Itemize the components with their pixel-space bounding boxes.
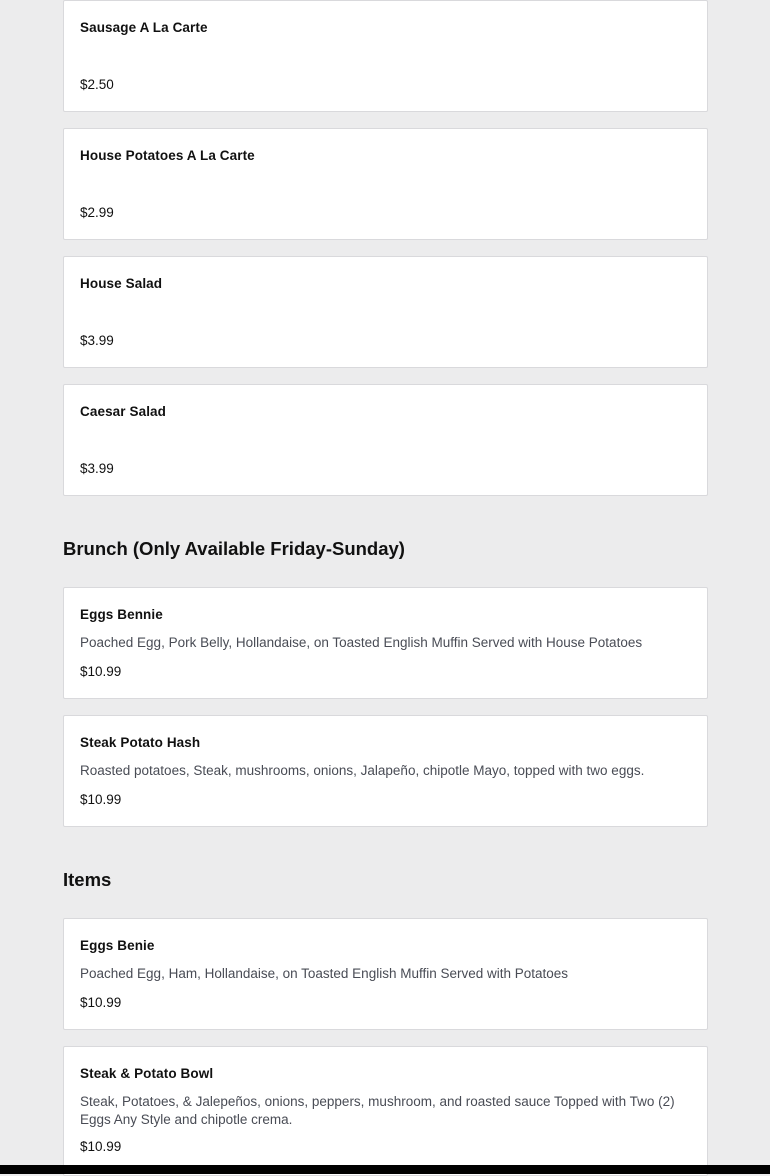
item-price: $2.50 bbox=[80, 77, 114, 92]
section-title-brunch: Brunch (Only Available Friday-Sunday) bbox=[63, 538, 405, 559]
item-description: Steak, Potatoes, & Jalepeños, onions, peppers, mushroom, and roasted sauce Topped with Two (2) Eggs Any Style and chipotle crema. bbox=[80, 1094, 675, 1127]
menu-item-card[interactable] bbox=[63, 384, 708, 496]
menu-item-card[interactable] bbox=[63, 918, 708, 1030]
item-name: House Salad bbox=[80, 276, 163, 291]
item-name: Eggs Benie bbox=[80, 938, 155, 953]
item-name: Caesar Salad bbox=[80, 404, 167, 419]
item-description: Poached Egg, Ham, Hollandaise, on Toasted English Muffin Served with Potatoes bbox=[80, 966, 569, 981]
item-price: $10.99 bbox=[80, 664, 122, 679]
item-price: $10.99 bbox=[80, 995, 122, 1010]
item-name: Steak & Potato Bowl bbox=[80, 1066, 214, 1081]
item-price: $10.99 bbox=[80, 1139, 122, 1154]
menu-item-card[interactable] bbox=[63, 1046, 708, 1176]
item-price: $3.99 bbox=[80, 333, 114, 348]
item-name: Sausage A La Carte bbox=[80, 20, 208, 35]
item-price: $2.99 bbox=[80, 205, 114, 220]
section-title-items: Items bbox=[63, 869, 112, 890]
item-name: Steak Potato Hash bbox=[80, 735, 201, 750]
menu-item-card[interactable] bbox=[63, 128, 708, 240]
item-description: Roasted potatoes, Steak, mushrooms, onions, Jalapeño, chipotle Mayo, topped with two eggs. bbox=[80, 763, 645, 778]
item-description: Poached Egg, Pork Belly, Hollandaise, on Toasted English Muffin Served with House Potatoes bbox=[80, 635, 643, 650]
item-name: House Potatoes A La Carte bbox=[80, 148, 255, 163]
menu-item-card[interactable] bbox=[63, 256, 708, 368]
menu-item-card[interactable] bbox=[63, 587, 708, 699]
item-price: $3.99 bbox=[80, 461, 114, 476]
bottom-bar bbox=[0, 1165, 770, 1174]
item-name: Eggs Bennie bbox=[80, 607, 163, 622]
menu-item-card[interactable] bbox=[63, 715, 708, 827]
item-price: $10.99 bbox=[80, 792, 122, 807]
menu-item-card[interactable] bbox=[63, 0, 708, 112]
